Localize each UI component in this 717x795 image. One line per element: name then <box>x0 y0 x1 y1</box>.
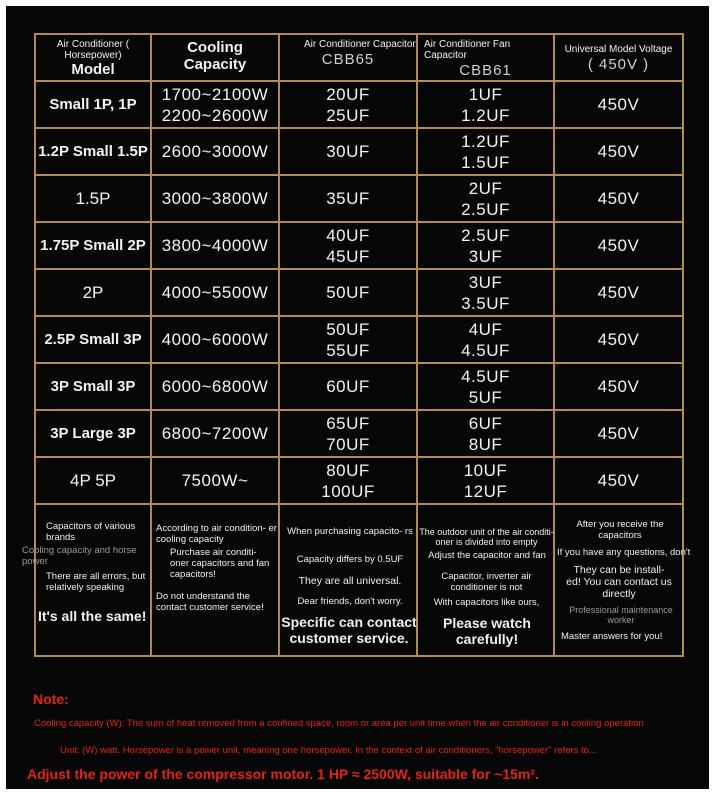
cooling-value: 3800~4000W <box>161 236 269 255</box>
footer-text: When purchasing capacito- rs <box>287 526 413 537</box>
cooling-value: 4000~5500W <box>161 283 269 302</box>
model-cell: Small 1P, 1P <box>35 81 151 128</box>
fan-capacitor-cell <box>417 175 554 222</box>
footer-text: Cooling capacity and horse power <box>22 545 137 567</box>
ac-capacitor-cell <box>279 222 417 269</box>
ac-capacitor-value: 80UF <box>326 460 370 480</box>
fan-capacitor-value: 6UF <box>468 413 503 433</box>
cooling-value: 3000~3800W <box>161 189 269 208</box>
cooling-cell <box>151 316 279 363</box>
footer-text: After you receive the capacitors <box>576 519 664 541</box>
table-row <box>35 269 683 316</box>
cooling-value: 6800~7200W <box>161 424 269 443</box>
voltage-value: 450V <box>597 95 640 114</box>
header-model-title: Model <box>71 61 115 78</box>
model-cell: 1.2P Small 1.5P <box>35 128 151 175</box>
footer-row <box>35 504 683 656</box>
header-ac-capacitor-model: CBB65 <box>321 51 375 68</box>
fan-capacitor-cell <box>417 81 554 128</box>
footer-cell-purchase <box>151 504 279 656</box>
fan-capacitor-cell <box>417 410 554 457</box>
ac-capacitor-value: 60UF <box>326 377 370 396</box>
footer-cell-support <box>554 504 691 656</box>
cooling-value: 4000~6000W <box>161 330 269 349</box>
voltage-value: 450V <box>597 142 640 161</box>
fan-capacitor-value: 10UF <box>463 460 508 480</box>
fan-capacitor-cell <box>417 316 554 363</box>
fan-capacitor-cell <box>417 363 554 410</box>
footer-text: Professional maintenance worker <box>569 605 673 625</box>
fan-capacitor-value: 3.5UF <box>461 293 510 313</box>
header-model <box>35 34 151 81</box>
note-line: Unit: (W) watt. Horsepower is a power unit, meaning one horsepower. In the context of air conditioners, "horsepower" refers to... <box>60 745 597 756</box>
cooling-cell <box>151 363 279 410</box>
footer-cell-outdoor <box>417 504 554 656</box>
cooling-cell <box>151 410 279 457</box>
model-cell: 1.5P <box>35 175 151 222</box>
fan-capacitor-value: 2.5UF <box>461 199 510 219</box>
header-fan-capacitor <box>417 34 554 81</box>
header-voltage <box>554 34 683 81</box>
cooling-cell <box>151 457 279 504</box>
header-voltage-value: ( 450V ) <box>587 56 650 73</box>
note-line: Cooling capacity (W): The sum of heat removed from a confined space, room or area per unit time when the air conditioner is in cooling operation <box>34 718 644 729</box>
fan-capacitor-value: 1.5UF <box>461 152 510 172</box>
model-cell: 1.75P Small 2P <box>35 222 151 269</box>
footer-text: With capacitors like ours, <box>433 597 540 608</box>
fan-capacitor-value: 4.5UF <box>461 366 510 386</box>
footer-text: They can be install- ed! You can contact us directly <box>566 564 672 600</box>
footer-text: Master answers for you! <box>561 631 663 642</box>
voltage-value: 450V <box>597 424 640 443</box>
footer-text: Do not understand the contact customer service! <box>156 591 264 613</box>
model-cell: 2.5P Small 3P <box>35 316 151 363</box>
cooling-cell <box>151 222 279 269</box>
footer-text: Capacitors of various brands <box>46 521 136 543</box>
table-row <box>35 128 683 175</box>
header-cooling-title: Cooling Capacity <box>183 39 247 73</box>
cooling-cell <box>151 175 279 222</box>
table-row <box>35 316 683 363</box>
footer-text: It's all the same! <box>38 608 147 624</box>
fan-capacitor-value: 12UF <box>463 481 508 501</box>
cooling-value: 1700~2100W <box>161 84 269 104</box>
fan-capacitor-value: 1UF <box>468 84 503 104</box>
voltage-cell <box>554 128 683 175</box>
ac-capacitor-value: 25UF <box>326 105 370 125</box>
header-model-sub: Air Conditioner ( Horsepower) <box>56 39 130 61</box>
cooling-cell <box>151 269 279 316</box>
ac-capacitor-value: 30UF <box>326 142 370 161</box>
note-line: Adjust the power of the compressor motor. 1 HP ≈ 2500W, suitable for ~15m². <box>27 766 539 782</box>
table-row <box>35 175 683 222</box>
model-cell: 3P Large 3P <box>35 410 151 457</box>
voltage-value: 450V <box>597 330 640 349</box>
voltage-cell <box>554 363 683 410</box>
cooling-cell <box>151 81 279 128</box>
fan-capacitor-cell <box>417 269 554 316</box>
fan-capacitor-cell <box>417 128 554 175</box>
footer-text: Specific can contact customer service. <box>281 614 417 646</box>
fan-capacitor-value: 4UF <box>468 319 503 339</box>
ac-capacitor-value: 50UF <box>326 283 370 302</box>
header-row <box>35 34 683 81</box>
ac-capacitor-value: 65UF <box>326 413 370 433</box>
fan-capacitor-value: 3UF <box>468 246 503 266</box>
ac-capacitor-cell <box>279 175 417 222</box>
ac-capacitor-value: 70UF <box>326 434 370 454</box>
fan-capacitor-value: 1.2UF <box>461 105 510 125</box>
ac-capacitor-value: 45UF <box>326 246 370 266</box>
model-cell: 4P 5P <box>35 457 151 504</box>
note-title: Note: <box>33 691 69 707</box>
model-cell: 2P <box>35 269 151 316</box>
ac-capacitor-cell <box>279 269 417 316</box>
voltage-cell <box>554 269 683 316</box>
cooling-value: 2200~2600W <box>161 105 269 125</box>
fan-capacitor-value: 8UF <box>468 434 503 454</box>
header-voltage-title: Universal Model Voltage <box>564 44 673 55</box>
voltage-value: 450V <box>597 236 640 255</box>
ac-capacitor-cell <box>279 128 417 175</box>
footer-text: Capacitor, inverter air conditioner is not <box>441 571 532 593</box>
table-row <box>35 81 683 128</box>
ac-capacitor-value: 100UF <box>321 481 375 501</box>
ac-capacitor-value: 20UF <box>326 84 370 104</box>
ac-capacitor-cell <box>279 410 417 457</box>
ac-capacitor-value: 55UF <box>326 340 370 360</box>
voltage-cell <box>554 316 683 363</box>
table-row <box>35 457 683 504</box>
footer-text: Dear friends, don't worry. <box>297 596 403 607</box>
voltage-value: 450V <box>597 283 640 302</box>
fan-capacitor-cell <box>417 457 554 504</box>
fan-capacitor-cell <box>417 222 554 269</box>
table-row <box>35 363 683 410</box>
voltage-cell <box>554 81 683 128</box>
ac-capacitor-cell <box>279 81 417 128</box>
ac-capacitor-value: 35UF <box>326 189 370 208</box>
header-ac-capacitor-title: Air Conditioner Capacitor <box>304 39 416 50</box>
footer-text: Purchase air conditi- oner capacitors and fan capacitors! <box>170 547 270 580</box>
footer-text: There are all errors, but relatively speaking <box>46 571 146 593</box>
cooling-value: 7500W~ <box>181 471 249 490</box>
capacitor-spec-table <box>22 33 691 657</box>
ac-capacitor-cell <box>279 457 417 504</box>
footer-text: If you have any questions, don't <box>557 547 691 558</box>
cooling-value: 2600~3000W <box>161 142 269 161</box>
fan-capacitor-value: 2UF <box>468 178 503 198</box>
model-cell: 3P Small 3P <box>35 363 151 410</box>
voltage-value: 450V <box>597 189 640 208</box>
footer-cell-universal <box>279 504 417 656</box>
header-fan-capacitor-model: CBB61 <box>459 62 512 79</box>
footer-cell-brands <box>22 504 151 656</box>
footer-text: According to air condition- er cooling capacity <box>156 523 277 545</box>
fan-capacitor-value: 5UF <box>468 387 503 407</box>
cooling-value: 6000~6800W <box>161 377 269 396</box>
fan-capacitor-value: 4.5UF <box>461 340 510 360</box>
ac-capacitor-value: 40UF <box>326 225 370 245</box>
voltage-cell <box>554 457 683 504</box>
ac-capacitor-cell <box>279 316 417 363</box>
fan-capacitor-value: 3UF <box>468 272 503 292</box>
table-row <box>35 222 683 269</box>
voltage-cell <box>554 410 683 457</box>
voltage-value: 450V <box>597 471 640 490</box>
voltage-cell <box>554 222 683 269</box>
ac-capacitor-cell <box>279 363 417 410</box>
footer-text: They are all universal. <box>298 575 402 587</box>
voltage-cell <box>554 175 683 222</box>
header-fan-capacitor-title: Air Conditioner Fan Capacitor <box>424 39 511 61</box>
footer-text: The outdoor unit of the air conditi- oner is divided into empty <box>419 527 554 547</box>
header-cooling <box>151 34 279 81</box>
footer-text: Capacity differs by 0.5UF <box>296 554 404 565</box>
table-row <box>35 410 683 457</box>
footer-text: Adjust the capacitor and fan <box>428 550 546 561</box>
footer-text: Please watch carefully! <box>443 615 531 647</box>
fan-capacitor-value: 1.2UF <box>461 131 510 151</box>
fan-capacitor-value: 2.5UF <box>461 225 510 245</box>
ac-capacitor-value: 50UF <box>326 319 370 339</box>
cooling-cell <box>151 128 279 175</box>
header-ac-capacitor <box>279 34 417 81</box>
voltage-value: 450V <box>597 377 640 396</box>
